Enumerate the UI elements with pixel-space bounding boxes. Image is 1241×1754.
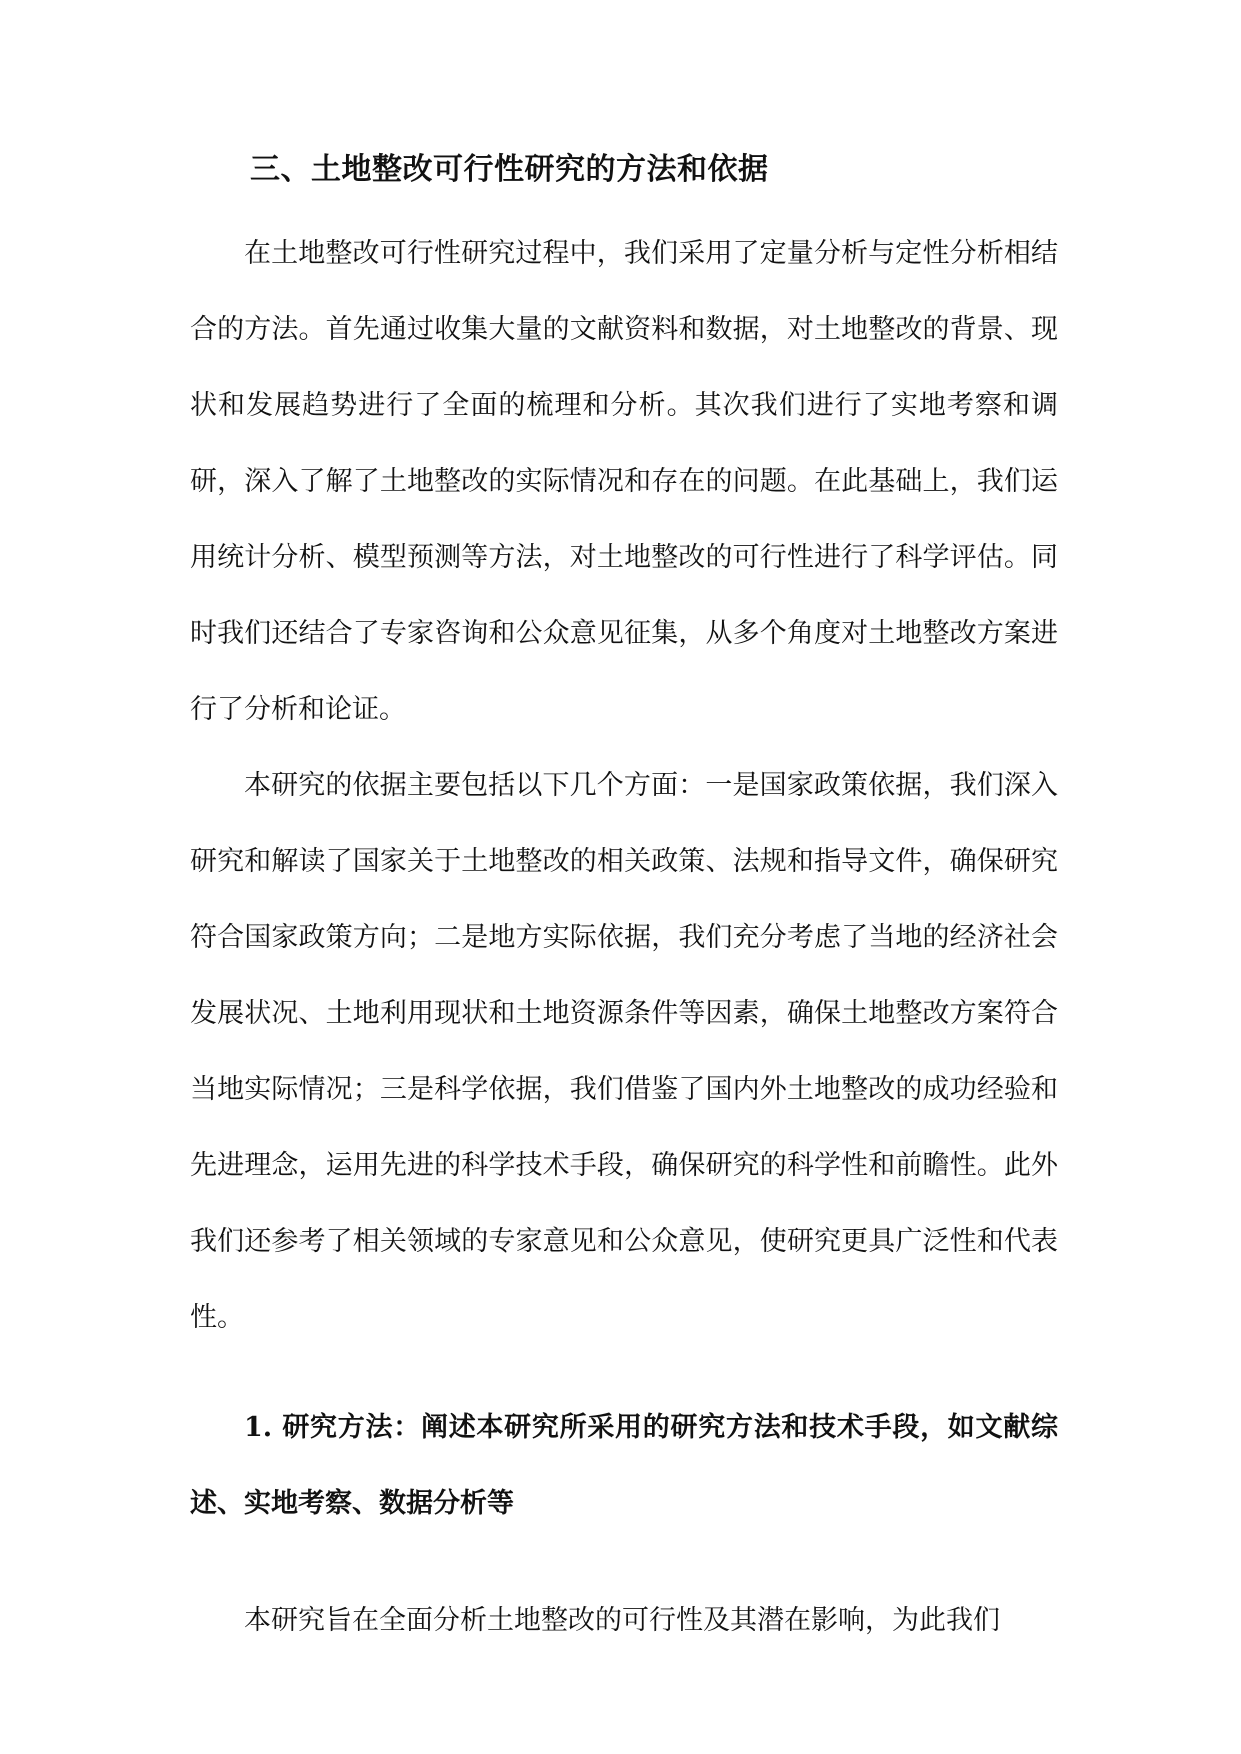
paragraph-basis: 本研究的依据主要包括以下几个方面：一是国家政策依据，我们深入研究和解读了国家关于土地整改的相关政策、法规和指导文件，确保研究符合国家政策方向；二是地方实际依据，我们充分考虑了当地的经济社会发展状况、土地利用现状和土地资源条件等因素，确保土地整改方案符合当地实际情况；三是科学依据，我们借鉴了国内外土地整改的成功经验和先进理念，运用先进的科学技术手段，确保研究的科学性和前瞻性。此外我们还参考了相关领域的专家意见和公众意见，使研究更具广泛性和代表性。: [190, 770, 1058, 1333]
paragraph-research-aim: 本研究旨在全面分析土地整改的可行性及其潜在影响，为此我们: [244, 1605, 1000, 1636]
subheading-research-methods: 1. 研究方法：阐述本研究所采用的研究方法和技术手段，如文献综述、实地考察、数据分析等: [190, 1412, 1058, 1519]
section-title: 三、土地整改可行性研究的方法和依据: [250, 152, 769, 187]
paragraph-methods: 在土地整改可行性研究过程中，我们采用了定量分析与定性分析相结合的方法。首先通过收集大量的文献资料和数据，对土地整改的背景、现状和发展趋势进行了全面的梳理和分析。其次我们进行了实地考察和调研，深入了解了土地整改的实际情况和存在的问题。在此基础上，我们运用统计分析、模型预测等方法，对土地整改的可行性进行了科学评估。同时我们还结合了专家咨询和公众意见征集，从多个角度对土地整改方案进行了分析和论证。: [190, 238, 1058, 725]
